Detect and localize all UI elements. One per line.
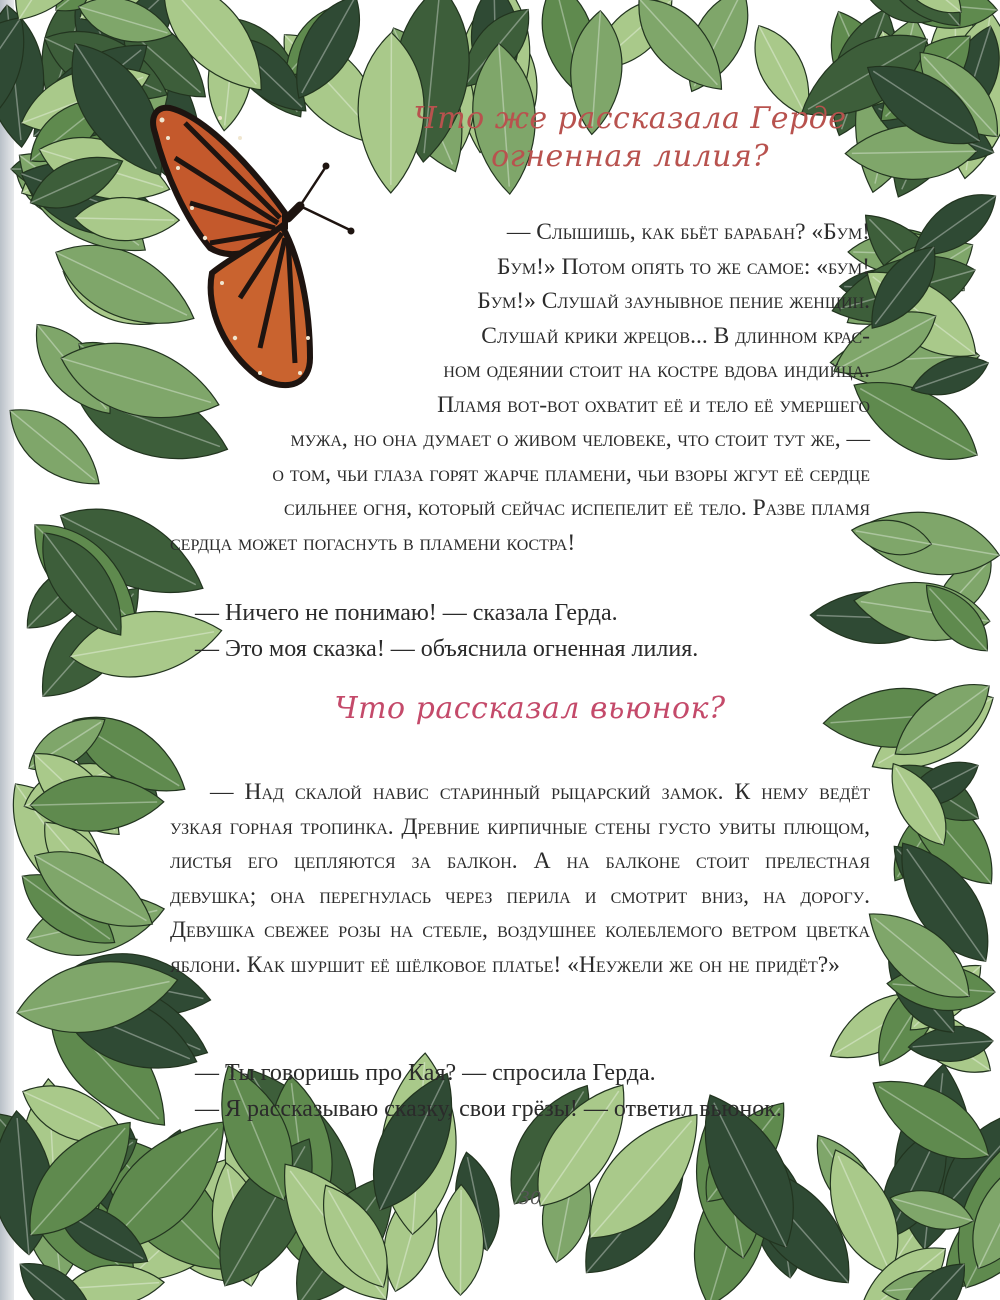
dialog-line-gerda: — Ничего не понимаю! — сказала Герда. [195, 600, 618, 626]
chapter-heading-fire-lily: Что же рассказала Герде огненная лилия? [413, 101, 847, 174]
paragraph-line: Бум!» Потом опять то же самое: «бум! [497, 253, 870, 280]
paragraph-line: сердца может погаснуть в пламени костра! [170, 529, 576, 556]
page-content [150, 80, 900, 1230]
paragraph-line: Пламя вот-вот охватит её и тело её умершего [437, 391, 870, 418]
dialog-line-lily: — Это моя сказка! — объяснила огненная лилия. [195, 636, 699, 662]
paragraph-line: мужа, но она думает о живом человеке, что стоит тут же, — [290, 426, 870, 452]
paragraph-line: сильнее огня, который сейчас испепелит её тело. Разве пламя [283, 495, 870, 521]
paragraph-fire-lily-story [170, 215, 870, 560]
dialog-line-gerda-kai: — Ты говоришь про Кая? — спросила Герда. [195, 1060, 656, 1086]
chapter-heading-bindweed: Что рассказал вьюнок? [334, 691, 726, 726]
paragraph-line: Бум!» Слушай заунывное пение женщин. [477, 288, 870, 314]
dialog-line-bindweed: — Я рассказываю сказку, свои грёзы! — ответил вьюнок. [195, 1096, 782, 1122]
paragraph-line: о том, чьи глаза горят жарче пламени, чьи взоры жгут её сердце [272, 460, 870, 487]
paragraph-line: ном одеянии стоит на костре вдова индийца. [443, 357, 870, 383]
paragraph-line: — Слышишь, как бьёт барабан? «Бум! [506, 219, 870, 245]
paragraph-bindweed-story: — Над скалой навис старинный рыцарский замок. К нему ведёт узкая горная тропинка. Древние кирпичные стены густо увиты плющом, листья его цепляются за балкон. А на балконе стоит прелестная девушка; она перегнулась через перила и смотрит вниз, на дорогу. Девушка свежее розы на стебле, воздушнее колеблемого ветром цветка яблони. Как шуршит её шёлковое платье! «Неужели же он не придёт?» [170, 779, 870, 978]
page-number: 30 [518, 1188, 542, 1209]
paragraph-line: Слушай крики жрецов... В длинном крас- [481, 322, 870, 349]
